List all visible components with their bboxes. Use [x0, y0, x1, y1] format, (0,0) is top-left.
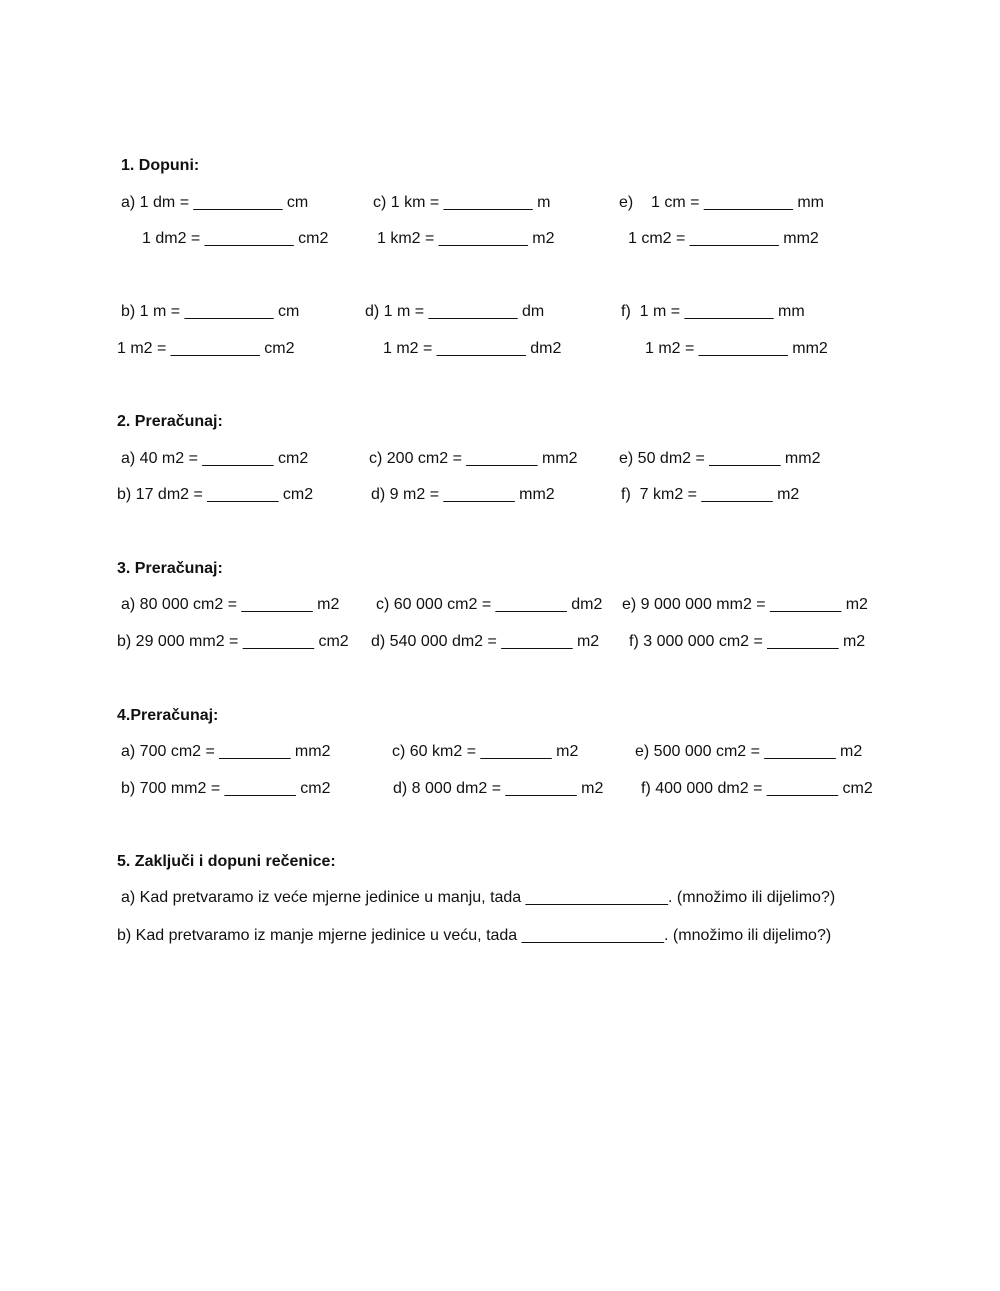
section-4-heading: 4.Preračunaj: — [117, 707, 219, 724]
exercise-1e-line2: 1 cm2 = __________ mm2 — [628, 230, 819, 247]
exercise-2c: c) 200 cm2 = ________ mm2 — [369, 450, 578, 467]
section-3-heading: 3. Preračunaj: — [117, 560, 223, 577]
exercise-2f: f) 7 km2 = ________ m2 — [621, 486, 800, 503]
exercise-1f-line2: 1 m2 = __________ mm2 — [645, 340, 828, 357]
section-5-heading: 5. Zaključi i dopuni rečenice: — [117, 853, 336, 870]
exercise-3d: d) 540 000 dm2 = ________ m2 — [371, 633, 600, 650]
exercise-1b-line1: b) 1 m = __________ cm — [121, 303, 300, 320]
exercise-3e: e) 9 000 000 mm2 = ________ m2 — [622, 596, 868, 613]
exercise-1e-line1: e) 1 cm = __________ mm — [619, 194, 824, 211]
exercise-1c-line2: 1 km2 = __________ m2 — [377, 230, 555, 247]
exercise-4b: b) 700 mm2 = ________ cm2 — [121, 780, 331, 797]
section-1-heading: 1. Dopuni: — [121, 157, 200, 174]
exercise-1a-line2: 1 dm2 = __________ cm2 — [142, 230, 329, 247]
exercise-2b: b) 17 dm2 = ________ cm2 — [117, 486, 314, 503]
exercise-1a-line1: a) 1 dm = __________ cm — [121, 194, 309, 211]
exercise-1d-line2: 1 m2 = __________ dm2 — [383, 340, 562, 357]
exercise-4f: f) 400 000 dm2 = ________ cm2 — [641, 780, 873, 797]
exercise-2d: d) 9 m2 = ________ mm2 — [371, 486, 555, 503]
exercise-4c: c) 60 km2 = ________ m2 — [392, 743, 579, 760]
exercise-2e: e) 50 dm2 = ________ mm2 — [619, 450, 821, 467]
exercise-4a: a) 700 cm2 = ________ mm2 — [121, 743, 331, 760]
exercise-3f: f) 3 000 000 cm2 = ________ m2 — [629, 633, 866, 650]
exercise-3c: c) 60 000 cm2 = ________ dm2 — [376, 596, 603, 613]
exercise-1f-line1: f) 1 m = __________ mm — [621, 303, 805, 320]
exercise-4e: e) 500 000 cm2 = ________ m2 — [635, 743, 863, 760]
exercise-1c-line1: c) 1 km = __________ m — [373, 194, 551, 211]
exercise-2a: a) 40 m2 = ________ cm2 — [121, 450, 309, 467]
exercise-5a: a) Kad pretvaramo iz veće mjerne jedinice u manju, tada ________________. (množimo ili dijelimo?) — [121, 889, 836, 906]
exercise-5b: b) Kad pretvaramo iz manje mjerne jedinice u veću, tada ________________. (množimo ili dijelimo?) — [117, 927, 832, 944]
exercise-1d-line1: d) 1 m = __________ dm — [365, 303, 545, 320]
exercise-4d: d) 8 000 dm2 = ________ m2 — [393, 780, 604, 797]
exercise-1b-line2: 1 m2 = __________ cm2 — [117, 340, 295, 357]
exercise-3b: b) 29 000 mm2 = ________ cm2 — [117, 633, 349, 650]
exercise-3a: a) 80 000 cm2 = ________ m2 — [121, 596, 340, 613]
section-2-heading: 2. Preračunaj: — [117, 413, 223, 430]
